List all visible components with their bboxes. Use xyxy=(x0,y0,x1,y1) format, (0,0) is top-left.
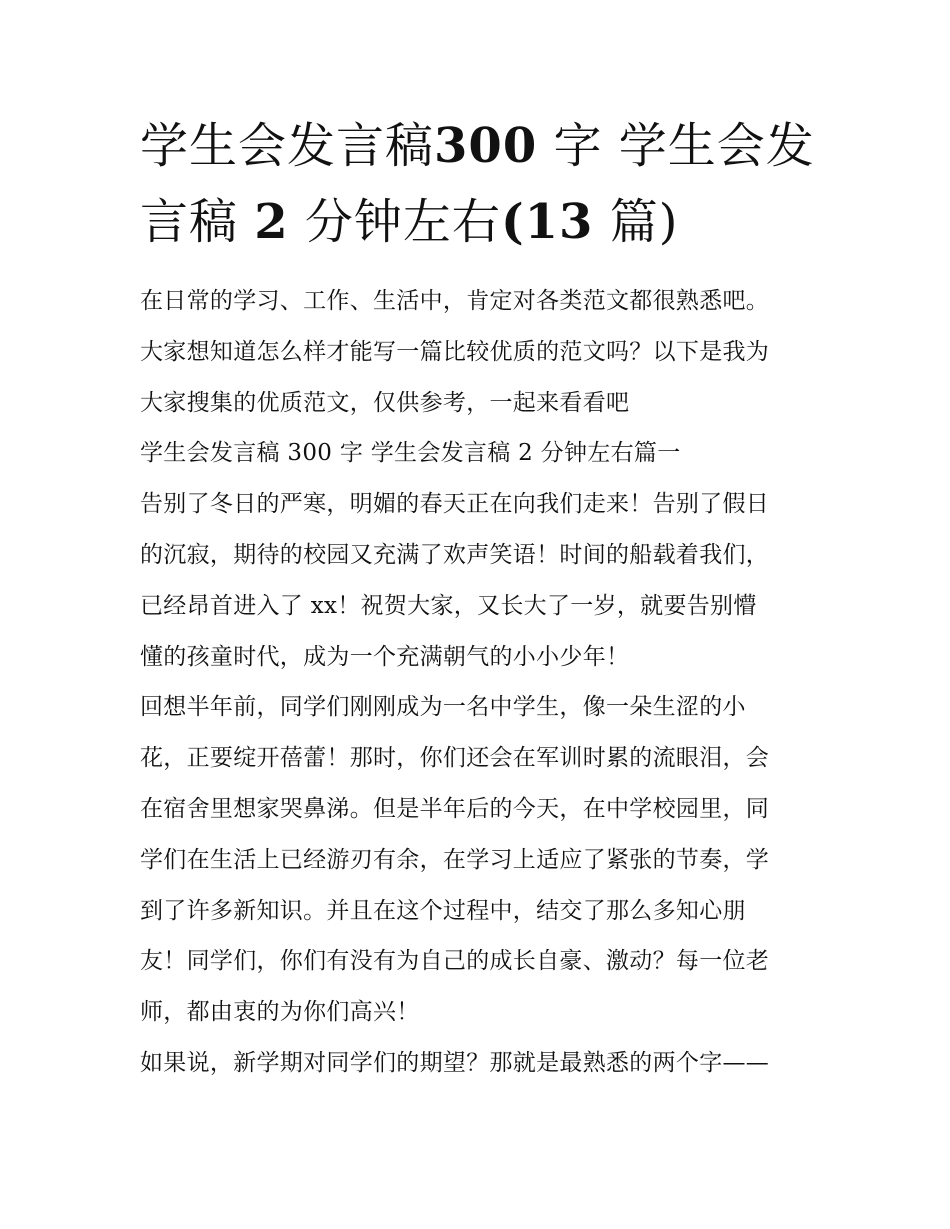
title-number: 300 xyxy=(434,118,538,174)
paragraph-line: 在宿舍里想家哭鼻涕。但是半年后的今天，在中学校园里，同 xyxy=(140,795,770,822)
paragraph-line: 回想半年前，同学们刚刚成为一名中学生，像一朵生涩的小 xyxy=(140,694,746,721)
paragraph-line: 告别了冬日的严寒，明媚的春天正在向我们走来！告别了假日 xyxy=(140,491,770,518)
section-heading: 学生会发言稿 300 字 学生会发言稿 2 分钟左右篇一 xyxy=(140,440,681,467)
title-text: 字 学生会发 xyxy=(537,118,815,174)
title-text: 分钟左右 xyxy=(288,194,501,250)
paragraph-line: 已经昂首进入了 xx！祝贺大家，又长大了一岁，就要告别懵 xyxy=(140,592,757,619)
title-number: (13 xyxy=(500,194,594,250)
paragraph-line: 花，正要绽开蓓蕾！那时，你们还会在军训时累的流眼泪，会 xyxy=(140,745,770,772)
paragraph-line: 师，都由衷的为你们高兴！ xyxy=(140,999,420,1026)
document-body xyxy=(140,276,820,1089)
paragraph-line: 懂的孩童时代，成为一个充满朝气的小小少年！ xyxy=(140,643,630,670)
title-number: 2 xyxy=(254,194,289,250)
title-line-1 xyxy=(140,108,820,184)
paragraph-line: 如果说，新学期对同学们的期望？那就是最熟悉的两个字—— xyxy=(140,1049,770,1076)
document-title xyxy=(140,108,820,260)
title-text: 学生会发言稿 xyxy=(140,118,435,174)
paragraph-line: 学们在生活上已经游刃有余，在学习上适应了紧张的节奏，学 xyxy=(140,846,770,873)
title-text: 篇) xyxy=(593,194,679,250)
intro-line: 大家搜集的优质范文，仅供参考，一起来看看吧 xyxy=(140,389,630,416)
paragraph-line: 的沉寂，期待的校园又充满了欢声笑语！时间的船载着我们， xyxy=(140,541,770,568)
paragraph-line: 到了许多新知识。并且在这个过程中，结交了那么多知心朋 xyxy=(140,897,746,924)
title-line-2 xyxy=(140,184,820,260)
paragraph-line: 友！同学们，你们有没有为自己的成长自豪、激动？每一位老 xyxy=(140,948,770,975)
intro-line: 大家想知道怎么样才能写一篇比较优质的范文吗？以下是我为 xyxy=(140,338,770,365)
title-text: 言稿 xyxy=(140,194,255,250)
intro-line: 在日常的学习、工作、生活中，肯定对各类范文都很熟悉吧。 xyxy=(140,288,770,314)
